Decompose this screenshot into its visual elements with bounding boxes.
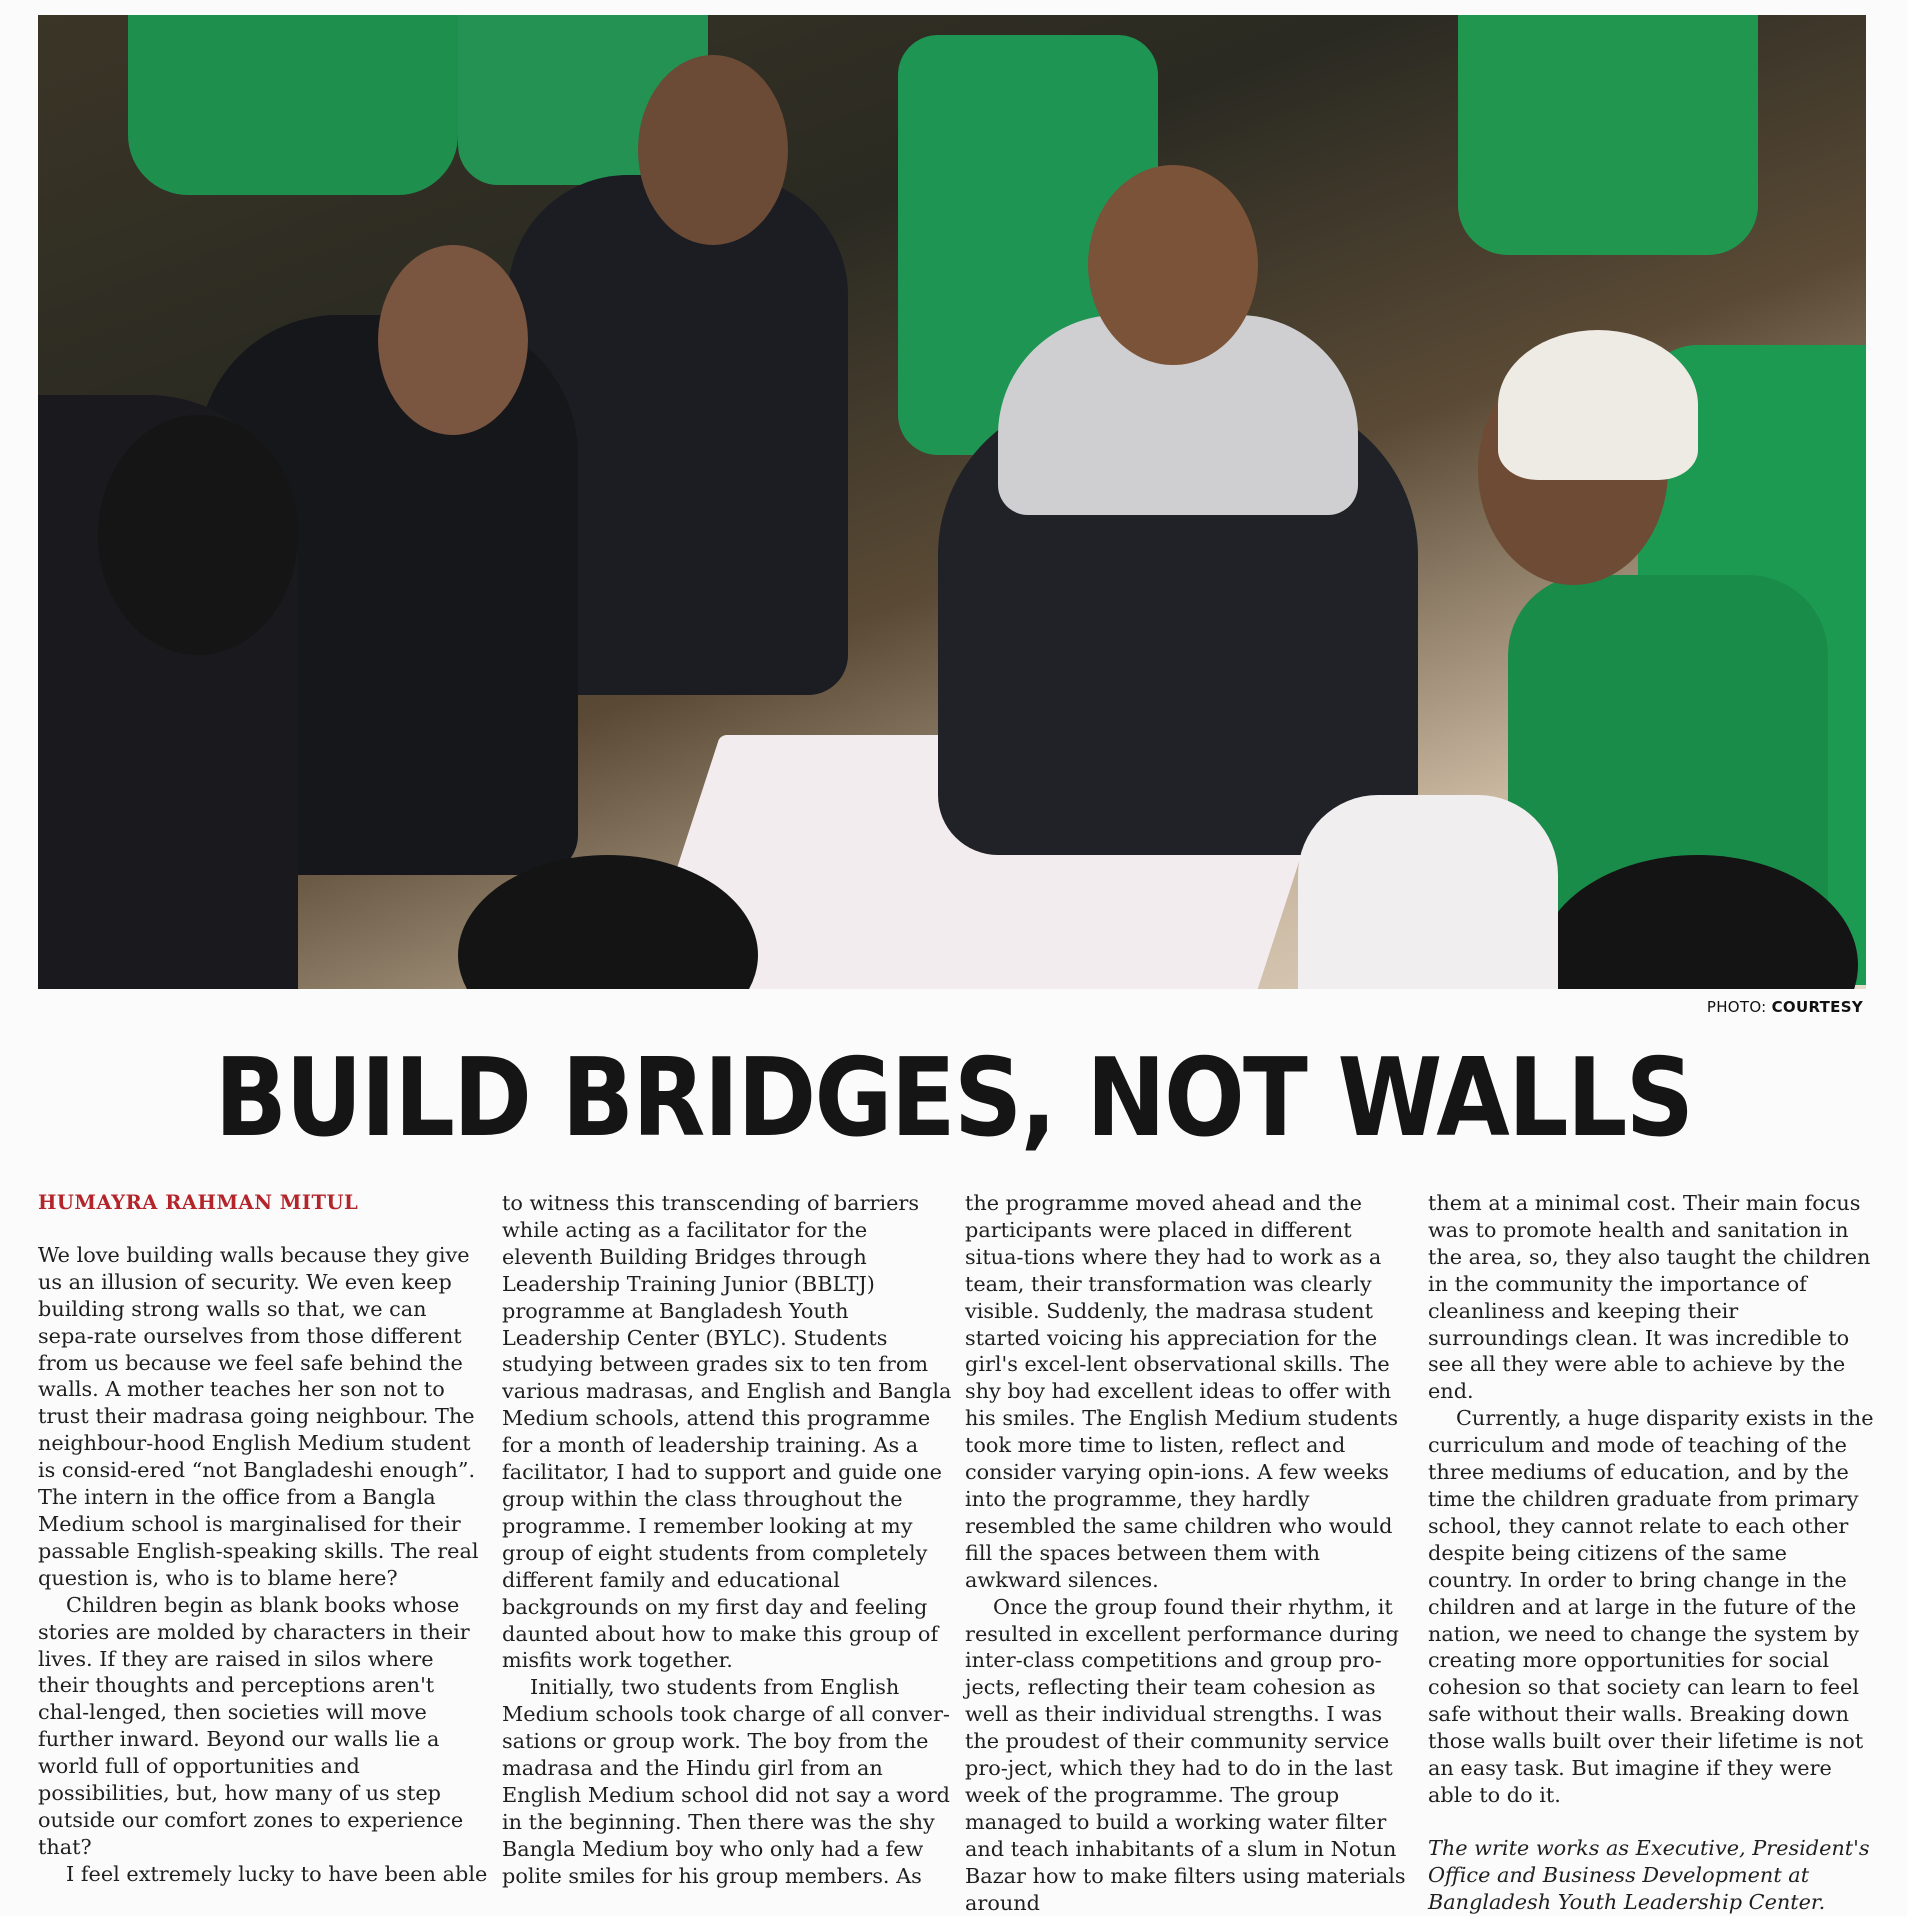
paragraph: them at a minimal cost. Their main focus was to promote health and sanitation in the area, so, they also taught the children in the community the importance of cleanliness and keeping their surroundings clean. It was incredible to see all they were able to achieve by the end. (1428, 1191, 1871, 1404)
article-photo (38, 15, 1866, 989)
photo-credit (1707, 998, 1863, 1016)
author-note: The write works as Executive, President's Office and Business Development at Bangladesh Youth Leadership Center. (1428, 1835, 1870, 1914)
paragraph: to witness this transcending of barriers while acting as a facilitator for the eleventh Building Bridges through Leadership Training Junior (BBLTJ) programme at Bangladesh Youth Leadership Center (BYLC). Students studying between grades six to ten from various madrasas, and English and Bangla Medium schools, attend this programme for a month of leadership training. As a facilitator, I had to support and guide one group within the class throughout the programme. I remember looking at my group of eight students from completely different family and educational backgrounds on my first day and feeling daunted about how to make this group of misfits work together. (502, 1191, 952, 1673)
paragraph: We love building walls because they give us an illusion of security. We even keep building strong walls so that, we can sepa-rate ourselves from those different from us because we feel safe behind the walls. A mother teaches her son not to trust their madrasa going neighbour. The neighbour-hood English Medium student is consid-ered “not Bangladeshi enough”. The intern in the office from a Bangla Medium school is marginalised for their passable English-speaking skills. The real question is, who is to blame here? (38, 1242, 479, 1590)
article-column-2 (502, 1190, 952, 1890)
paragraph: Children begin as blank books whose stories are molded by characters in their lives. If they are raised in silos where their thoughts and perceptions aren't chal-lenged, then societies will move further inward. Beyond our walls lie a world full of opportunities and possibilities, but, how many of us step outside our comfort zones to experience that? (38, 1592, 470, 1859)
paragraph: the programme moved ahead and the participants were placed in different situa-tions where they had to work as a team, their transformation was clearly visible. Suddenly, the madrasa student started voicing his appreciation for the girl's excel-lent observational skills. The shy boy had excellent ideas to offer with his smiles. The English Medium students took more time to listen, reflect and consider varying opin-ions. A few weeks into the programme, they hardly resembled the same children who would fill the spaces between them with awkward silences. (965, 1191, 1399, 1592)
photo-credit-value: COURTESY (1771, 998, 1863, 1016)
paragraph: Once the group found their rhythm, it resulted in excellent performance during inter-class competitions and group pro-jects, reflecting their team cohesion as well as their individual strengths. I was the proudest of their community service pro-ject, which they had to do in the last week of the programme. The group managed to build a working water filter and teach inhabitants of a slum in Notun Bazar how to make filters using materials around (965, 1594, 1406, 1915)
headline: BUILD BRIDGES, NOT WALLS (214, 1036, 1693, 1161)
article-column-1 (38, 1190, 488, 1888)
article-column-4 (1428, 1190, 1878, 1916)
paragraph: Initially, two students from English Medium schools took charge of all conver-sations or group work. The boy from the madrasa and the Hindu girl from an English Medium school did not say a word in the beginning. Then there was the shy Bangla Medium boy who only had a few polite smiles for his group members. As (502, 1675, 950, 1888)
photo-credit-label: PHOTO: (1706, 998, 1767, 1016)
byline: HUMAYRA RAHMAN MITUL (38, 1191, 359, 1214)
paragraph: I feel extremely lucky to have been able (66, 1861, 488, 1886)
article-column-3 (965, 1190, 1415, 1916)
paragraph: Currently, a huge disparity exists in the curriculum and mode of teaching of the three mediums of education, and by the time the children graduate from primary school, they cannot relate to each other despite being citizens of the same country. In order to bring change in the children and at large in the future of the nation, we need to change the system by creating more opportunities for social cohesion so that society can learn to feel safe without their walls. Breaking down those walls built over their lifetime is not an easy task. But imagine if they were able to do it. (1428, 1406, 1874, 1807)
